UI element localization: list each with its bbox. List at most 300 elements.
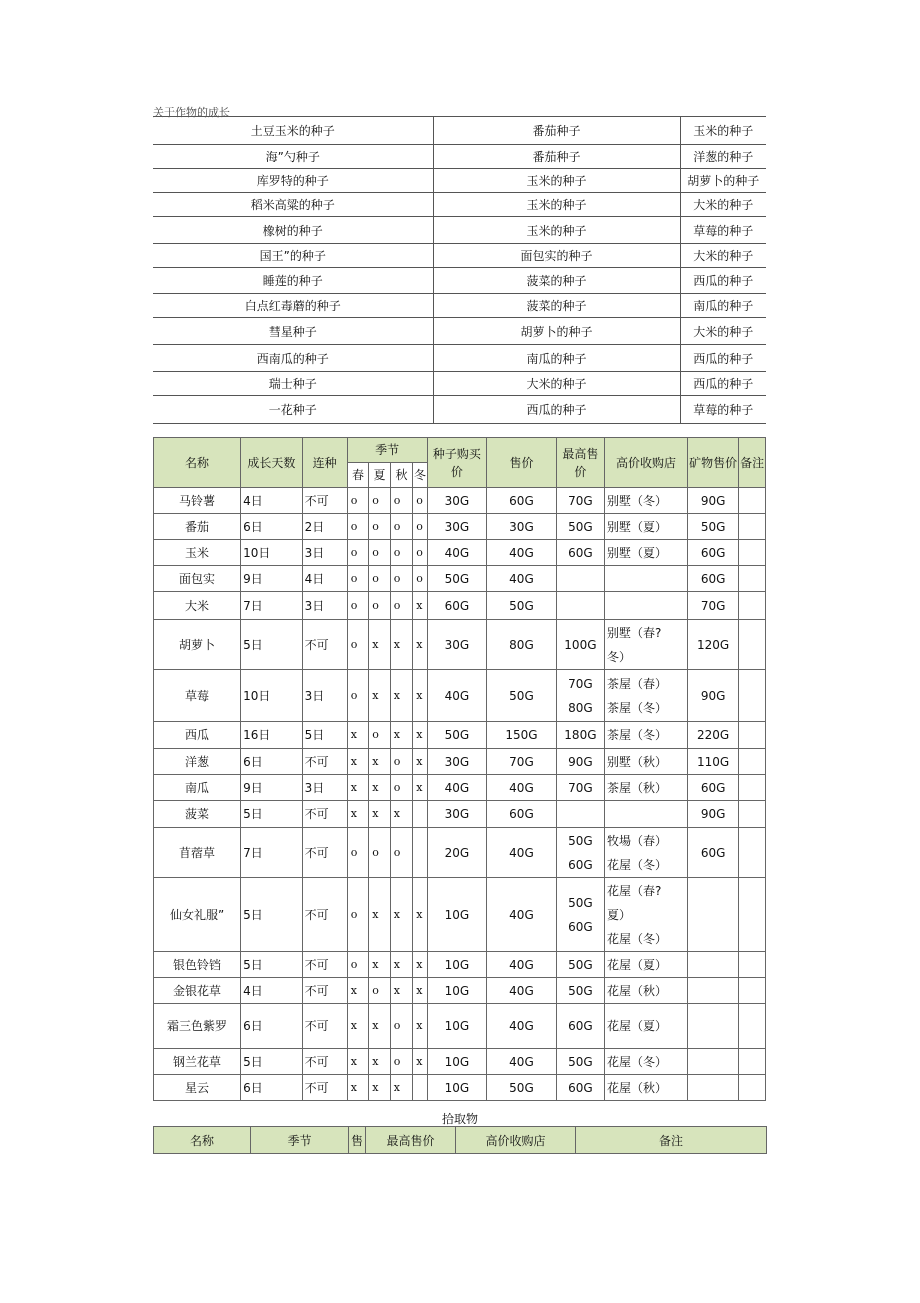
crop-seed-price: 50G [427, 722, 486, 749]
season-winter: o [413, 514, 427, 540]
crop-shop [604, 592, 687, 620]
season-autumn: x [390, 952, 413, 978]
crop-seed-price: 40G [427, 670, 486, 722]
seed-row [153, 117, 766, 145]
crop-note [739, 488, 766, 514]
crop-seed-price: 40G [427, 775, 486, 801]
seed-row [153, 294, 766, 318]
crop-row [154, 749, 766, 775]
header-autumn: 秋 [390, 463, 413, 488]
season-spring: o [347, 620, 369, 670]
crop-mineral-price: 120G [688, 620, 739, 670]
seed-cell: 胡萝卜的种子 [433, 318, 680, 345]
seed-cell: 面包实的种子 [433, 244, 680, 268]
header-spring: 春 [347, 463, 369, 488]
crop-days: 5日 [241, 1049, 303, 1075]
crop-max-price: 50G 60G [556, 828, 604, 878]
crop-name: 面包实 [154, 566, 241, 592]
crop-mineral-price: 90G [688, 801, 739, 828]
crop-shop: 茶屋（冬） [604, 722, 687, 749]
crop-regrow: 3日 [302, 775, 347, 801]
crop-note [739, 592, 766, 620]
season-summer: x [369, 1075, 391, 1101]
crop-sell-price: 50G [487, 592, 557, 620]
pickup-header-season: 季节 [251, 1127, 349, 1154]
crop-row [154, 620, 766, 670]
seed-cell: 西瓜的种子 [680, 268, 766, 294]
crop-name: 苜蓿草 [154, 828, 241, 878]
crop-regrow: 不可 [302, 952, 347, 978]
crop-sell-price: 40G [487, 952, 557, 978]
header-mineral: 矿物售价 [688, 438, 739, 488]
pickup-header-shop: 高价收购店 [456, 1127, 576, 1154]
crop-name: 玉米 [154, 540, 241, 566]
crop-regrow: 4日 [302, 566, 347, 592]
season-autumn: o [390, 488, 413, 514]
crop-mineral-price: 70G [688, 592, 739, 620]
crop-shop: 别墅（冬） [604, 488, 687, 514]
crop-name: 仙女礼服” [154, 878, 241, 952]
crop-sell-price: 60G [487, 801, 557, 828]
seed-row [153, 244, 766, 268]
crop-shop [604, 566, 687, 592]
seed-cell: 番茄种子 [433, 145, 680, 169]
crop-shop: 别墅（春? 冬） [604, 620, 687, 670]
crop-name: 大米 [154, 592, 241, 620]
season-winter: x [413, 670, 427, 722]
season-summer: o [369, 566, 391, 592]
crop-days: 5日 [241, 952, 303, 978]
crop-note [739, 1075, 766, 1101]
season-winter: x [413, 620, 427, 670]
season-winter: x [413, 1004, 427, 1049]
crop-regrow: 不可 [302, 828, 347, 878]
crop-max-price: 60G [556, 540, 604, 566]
seed-row [153, 318, 766, 345]
seed-cell: 西瓜的种子 [680, 372, 766, 396]
crop-note [739, 722, 766, 749]
crop-note [739, 540, 766, 566]
seed-cell: 玉米的种子 [680, 117, 766, 145]
seed-cell: 番茄种子 [433, 117, 680, 145]
crop-max-price: 70G 80G [556, 670, 604, 722]
crop-row [154, 566, 766, 592]
header-shop: 高价收购店 [604, 438, 687, 488]
seed-cell: 西南瓜的种子 [153, 345, 433, 372]
crop-max-price: 70G [556, 775, 604, 801]
header-days: 成长天数 [241, 438, 303, 488]
season-autumn: o [390, 828, 413, 878]
crop-mineral-price: 60G [688, 566, 739, 592]
crop-regrow: 3日 [302, 670, 347, 722]
season-winter: x [413, 592, 427, 620]
seed-cell: 稻米高粱的种子 [153, 193, 433, 217]
seed-cell: 库罗特的种子 [153, 169, 433, 193]
crop-days: 9日 [241, 775, 303, 801]
crop-seed-price: 40G [427, 540, 486, 566]
crop-shop: 花屋（冬） [604, 1049, 687, 1075]
crop-name: 南瓜 [154, 775, 241, 801]
seed-row [153, 217, 766, 244]
crop-days: 5日 [241, 878, 303, 952]
seed-cell: 草莓的种子 [680, 396, 766, 424]
season-spring: x [347, 801, 369, 828]
crop-sell-price: 150G [487, 722, 557, 749]
pickup-header-max-sell: 最高售价 [366, 1127, 456, 1154]
season-summer: x [369, 801, 391, 828]
seed-row [153, 345, 766, 372]
crop-max-price: 60G [556, 1075, 604, 1101]
crop-seed-price: 10G [427, 1004, 486, 1049]
crop-row [154, 828, 766, 878]
season-summer: o [369, 488, 391, 514]
season-autumn: x [390, 1075, 413, 1101]
crop-row [154, 722, 766, 749]
seed-row [153, 169, 766, 193]
crop-max-price [556, 592, 604, 620]
seed-cell: 白点红毒蘑的种子 [153, 294, 433, 318]
crop-regrow: 不可 [302, 488, 347, 514]
season-spring: x [347, 749, 369, 775]
season-winter: x [413, 978, 427, 1004]
seed-cell: 南瓜的种子 [433, 345, 680, 372]
crop-name: 胡萝卜 [154, 620, 241, 670]
season-spring: x [347, 1049, 369, 1075]
crop-mineral-price: 90G [688, 670, 739, 722]
crop-note [739, 749, 766, 775]
crop-name: 钢兰花草 [154, 1049, 241, 1075]
crop-days: 7日 [241, 592, 303, 620]
seed-cell: 玉米的种子 [433, 193, 680, 217]
seed-cell: 国王”的种子 [153, 244, 433, 268]
season-winter: x [413, 722, 427, 749]
season-summer: o [369, 592, 391, 620]
crop-days: 4日 [241, 978, 303, 1004]
crop-mineral-price [688, 878, 739, 952]
season-spring: o [347, 514, 369, 540]
seed-cell: 一花种子 [153, 396, 433, 424]
crop-seed-price: 30G [427, 514, 486, 540]
seed-cell: 海”勺种子 [153, 145, 433, 169]
seed-table [153, 116, 766, 424]
crop-sell-price: 40G [487, 978, 557, 1004]
crop-row [154, 540, 766, 566]
season-summer: o [369, 828, 391, 878]
crop-shop: 茶屋（秋） [604, 775, 687, 801]
crop-note [739, 514, 766, 540]
crop-sell-price: 80G [487, 620, 557, 670]
crop-days: 6日 [241, 1075, 303, 1101]
pickup-header-name: 名称 [154, 1127, 251, 1154]
header-season: 季节 [347, 438, 427, 463]
crop-name: 西瓜 [154, 722, 241, 749]
crop-note [739, 978, 766, 1004]
header-regrow: 连种 [302, 438, 347, 488]
crop-sell-price: 40G [487, 566, 557, 592]
crop-seed-price: 20G [427, 828, 486, 878]
crop-sell-price: 40G [487, 878, 557, 952]
header-note: 备注 [739, 438, 766, 488]
crop-seed-price: 30G [427, 749, 486, 775]
season-spring: o [347, 540, 369, 566]
crop-max-price: 90G [556, 749, 604, 775]
season-summer: x [369, 749, 391, 775]
season-winter: o [413, 488, 427, 514]
seed-cell: 土豆玉米的种子 [153, 117, 433, 145]
season-spring: x [347, 1004, 369, 1049]
crop-seed-price: 60G [427, 592, 486, 620]
season-winter [413, 828, 427, 878]
crop-shop: 别墅（夏） [604, 540, 687, 566]
seed-cell: 西瓜的种子 [433, 396, 680, 424]
crop-name: 霜三色紫罗 [154, 1004, 241, 1049]
crop-row [154, 514, 766, 540]
pickup-header-sell: 售 [349, 1127, 366, 1154]
header-name: 名称 [154, 438, 241, 488]
crop-days: 5日 [241, 620, 303, 670]
crop-seed-price: 30G [427, 488, 486, 514]
seed-row [153, 372, 766, 396]
crop-regrow: 2日 [302, 514, 347, 540]
crop-seed-price: 30G [427, 801, 486, 828]
crop-row [154, 801, 766, 828]
season-spring: o [347, 488, 369, 514]
crop-note [739, 828, 766, 878]
crop-seed-price: 10G [427, 1049, 486, 1075]
season-autumn: x [390, 978, 413, 1004]
season-autumn: x [390, 722, 413, 749]
season-summer: x [369, 952, 391, 978]
season-autumn: o [390, 775, 413, 801]
season-summer: x [369, 1049, 391, 1075]
pickup-section-title: 拾取物 [441, 1112, 478, 1126]
crop-shop [604, 801, 687, 828]
page-title: 关于作物的成长 [153, 106, 230, 119]
crop-row [154, 670, 766, 722]
seed-row [153, 145, 766, 169]
season-autumn: x [390, 670, 413, 722]
crop-mineral-price: 220G [688, 722, 739, 749]
crop-regrow: 不可 [302, 1075, 347, 1101]
seed-cell: 玉米的种子 [433, 217, 680, 244]
season-autumn: o [390, 1004, 413, 1049]
season-spring: o [347, 878, 369, 952]
crop-max-price: 50G [556, 514, 604, 540]
crop-regrow: 不可 [302, 1004, 347, 1049]
seed-row [153, 193, 766, 217]
seed-cell: 橡树的种子 [153, 217, 433, 244]
crop-name: 金银花草 [154, 978, 241, 1004]
crop-sell-price: 40G [487, 828, 557, 878]
season-spring: o [347, 670, 369, 722]
crop-row [154, 878, 766, 952]
season-spring: o [347, 828, 369, 878]
crop-mineral-price [688, 1004, 739, 1049]
crop-shop: 花屋（秋） [604, 978, 687, 1004]
crop-seed-price: 10G [427, 978, 486, 1004]
crop-max-price [556, 801, 604, 828]
crop-note [739, 1049, 766, 1075]
crop-days: 6日 [241, 514, 303, 540]
crop-shop: 牧場（春） 花屋（冬） [604, 828, 687, 878]
crop-days: 7日 [241, 828, 303, 878]
season-autumn: o [390, 540, 413, 566]
crop-shop: 茶屋（春） 茶屋（冬） [604, 670, 687, 722]
crop-name: 银色铃铛 [154, 952, 241, 978]
crop-row [154, 775, 766, 801]
crop-regrow: 不可 [302, 801, 347, 828]
season-spring: x [347, 978, 369, 1004]
seed-cell: 玉米的种子 [433, 169, 680, 193]
crop-max-price: 50G [556, 1049, 604, 1075]
crop-sell-price: 60G [487, 488, 557, 514]
crop-mineral-price [688, 1075, 739, 1101]
header-sell: 售价 [487, 438, 557, 488]
crop-mineral-price [688, 952, 739, 978]
crop-seed-price: 10G [427, 1075, 486, 1101]
crop-shop: 别墅（秋） [604, 749, 687, 775]
crop-max-price: 50G 60G [556, 878, 604, 952]
crop-note [739, 670, 766, 722]
season-spring: x [347, 1075, 369, 1101]
crop-shop: 花屋（夏） [604, 952, 687, 978]
seed-cell: 大米的种子 [680, 318, 766, 345]
season-winter: x [413, 878, 427, 952]
crop-name: 马铃薯 [154, 488, 241, 514]
crop-sell-price: 40G [487, 1004, 557, 1049]
crop-note [739, 801, 766, 828]
season-summer: x [369, 878, 391, 952]
crop-sell-price: 40G [487, 775, 557, 801]
crop-row [154, 1049, 766, 1075]
season-winter: x [413, 749, 427, 775]
crop-note [739, 878, 766, 952]
seed-row [153, 396, 766, 424]
crop-max-price: 180G [556, 722, 604, 749]
pickup-header-note: 备注 [576, 1127, 767, 1154]
seed-cell: 洋葱的种子 [680, 145, 766, 169]
crop-days: 4日 [241, 488, 303, 514]
seed-cell: 大米的种子 [433, 372, 680, 396]
seed-cell: 南瓜的种子 [680, 294, 766, 318]
crop-mineral-price: 60G [688, 775, 739, 801]
season-summer: o [369, 540, 391, 566]
crop-row [154, 1075, 766, 1101]
crop-regrow: 不可 [302, 878, 347, 952]
crop-days: 6日 [241, 749, 303, 775]
crop-regrow: 3日 [302, 540, 347, 566]
crop-row [154, 978, 766, 1004]
season-winter: x [413, 952, 427, 978]
crop-mineral-price: 60G [688, 540, 739, 566]
crop-max-price: 60G [556, 1004, 604, 1049]
crop-sell-price: 50G [487, 1075, 557, 1101]
crop-seed-price: 10G [427, 878, 486, 952]
crop-seed-price: 50G [427, 566, 486, 592]
crop-max-price [556, 566, 604, 592]
crop-note [739, 566, 766, 592]
crop-days: 5日 [241, 801, 303, 828]
season-autumn: x [390, 801, 413, 828]
crop-note [739, 775, 766, 801]
crop-shop: 花屋（秋） [604, 1075, 687, 1101]
season-autumn: x [390, 878, 413, 952]
crop-regrow: 不可 [302, 978, 347, 1004]
crop-regrow: 不可 [302, 620, 347, 670]
pickup-table [153, 1126, 767, 1154]
season-winter [413, 801, 427, 828]
crop-regrow: 不可 [302, 1049, 347, 1075]
crop-name: 菠菜 [154, 801, 241, 828]
season-spring: o [347, 952, 369, 978]
crop-name: 星云 [154, 1075, 241, 1101]
crop-seed-price: 10G [427, 952, 486, 978]
crop-sell-price: 50G [487, 670, 557, 722]
crop-name: 洋葱 [154, 749, 241, 775]
seed-cell: 胡萝卜的种子 [680, 169, 766, 193]
season-summer: o [369, 978, 391, 1004]
season-autumn: o [390, 749, 413, 775]
crop-name: 番茄 [154, 514, 241, 540]
season-autumn: x [390, 620, 413, 670]
season-spring: x [347, 722, 369, 749]
season-spring: o [347, 566, 369, 592]
crop-mineral-price: 110G [688, 749, 739, 775]
season-autumn: o [390, 592, 413, 620]
crop-note [739, 1004, 766, 1049]
season-summer: o [369, 514, 391, 540]
crop-max-price: 70G [556, 488, 604, 514]
crop-row [154, 488, 766, 514]
season-autumn: o [390, 514, 413, 540]
seed-cell: 大米的种子 [680, 244, 766, 268]
seed-cell: 睡莲的种子 [153, 268, 433, 294]
crop-days: 16日 [241, 722, 303, 749]
season-winter: x [413, 1049, 427, 1075]
header-max-sell: 最高售价 [556, 438, 604, 488]
seed-cell: 大米的种子 [680, 193, 766, 217]
seed-row [153, 268, 766, 294]
crop-regrow: 3日 [302, 592, 347, 620]
season-summer: o [369, 722, 391, 749]
season-autumn: o [390, 566, 413, 592]
crop-note [739, 620, 766, 670]
crop-row [154, 952, 766, 978]
seed-cell: 草莓的种子 [680, 217, 766, 244]
crop-table [153, 437, 766, 1101]
seed-cell: 菠菜的种子 [433, 268, 680, 294]
season-summer: x [369, 1004, 391, 1049]
crop-shop: 花屋（春? 夏） 花屋（冬） [604, 878, 687, 952]
header-summer: 夏 [369, 463, 391, 488]
crop-max-price: 50G [556, 952, 604, 978]
crop-sell-price: 70G [487, 749, 557, 775]
crop-sell-price: 30G [487, 514, 557, 540]
season-winter: o [413, 540, 427, 566]
crop-sell-price: 40G [487, 1049, 557, 1075]
season-autumn: o [390, 1049, 413, 1075]
crop-note [739, 952, 766, 978]
crop-mineral-price: 50G [688, 514, 739, 540]
crop-shop: 别墅（夏） [604, 514, 687, 540]
crop-max-price: 50G [556, 978, 604, 1004]
season-spring: x [347, 775, 369, 801]
season-winter: x [413, 775, 427, 801]
crop-regrow: 不可 [302, 749, 347, 775]
crop-mineral-price [688, 1049, 739, 1075]
crop-row [154, 1004, 766, 1049]
crop-mineral-price [688, 978, 739, 1004]
